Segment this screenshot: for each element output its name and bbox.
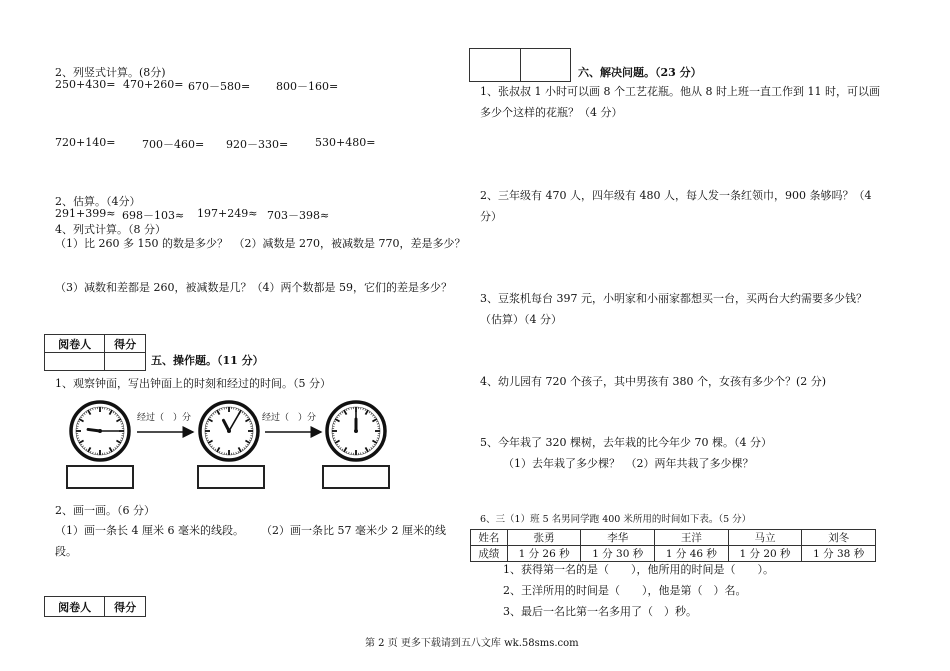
clock-face — [71, 402, 129, 460]
problem-text: 1、张叔叔 1 小时可以画 8 个工艺花瓶。他从 8 时上班一直工作到 11 时，可以画 — [480, 85, 880, 98]
run-times-table — [470, 529, 876, 562]
calc-item: 920－330= — [226, 138, 289, 151]
grader-score-box — [469, 48, 571, 82]
section-vertical-calc-title: 2、列竖式计算。(8分) — [55, 66, 166, 79]
problem-text: 多少个这样的花瓶？（4 分） — [480, 106, 623, 119]
calc-item: 720+140= — [55, 136, 116, 149]
table-cell: 李华 — [581, 530, 655, 546]
answer-box[interactable] — [197, 465, 265, 489]
fill-blank-question: 2、王洋所用的时间是（ ），他是第（ ）名。 — [503, 584, 747, 597]
problem-text: 4、幼儿园有 720 个孩子，其中男孩有 380 个，女孩有多少个？(2 分) — [480, 375, 827, 388]
expression-question: （1）比 260 多 150 的数是多少？ （2）减数是 270，被减数是 770，差是多少？ — [55, 237, 466, 250]
table-cell: 姓名 — [471, 530, 508, 546]
calc-item: 800－160= — [276, 80, 339, 93]
drawing-question: （1）画一条长 4 厘米 6 毫米的线段。 — [55, 524, 244, 537]
page-footer: 第 2 页 更多下载请到五八文库 wk.58sms.com — [365, 638, 579, 649]
answer-box[interactable] — [66, 465, 134, 489]
answer-box[interactable] — [322, 465, 390, 489]
table-cell: 1 分 26 秒 — [507, 546, 581, 562]
estimate-item: 698－103≈ — [122, 209, 185, 222]
drawing-question: （2）画一条比 57 毫米少 2 厘米的线 — [261, 524, 446, 537]
table-cell: 刘冬 — [802, 530, 876, 546]
table-row — [471, 546, 876, 562]
fill-blank-question: 1、获得第一名的是（ ），他所用的时间是（ ）。 — [503, 563, 774, 576]
estimate-item: 703－398≈ — [267, 209, 330, 222]
score-label: 得分 — [105, 597, 146, 617]
section-five-title: 五、操作题。（11 分） — [151, 354, 264, 367]
estimate-item: 197+249≈ — [197, 207, 258, 220]
table-cell: 王洋 — [655, 530, 729, 546]
estimate-item: 291+399≈ — [55, 207, 116, 220]
grader-score-box — [44, 596, 146, 617]
problem-subquestions: （1）去年栽了多少棵？ （2）两年共栽了多少棵？ — [503, 457, 754, 470]
score-cell — [520, 49, 571, 82]
table-cell: 1 分 46 秒 — [655, 546, 729, 562]
table-row — [471, 530, 876, 546]
table-cell: 1 分 30 秒 — [581, 546, 655, 562]
grader-label: 阅卷人 — [45, 597, 105, 617]
table-cell: 张勇 — [507, 530, 581, 546]
elapsed-label: 经过（ ）分 — [262, 413, 317, 423]
problem-text: 5、今年栽了 320 棵树，去年栽的比今年少 70 棵。（4 分） — [480, 436, 772, 449]
drawing-title: 2、画一画。（6 分） — [55, 504, 155, 517]
section-six-title: 六、解决问题。（23 分） — [578, 66, 702, 79]
grader-label: 阅卷人 — [45, 335, 105, 353]
clock-face — [327, 402, 385, 460]
table-cell: 成绩 — [471, 546, 508, 562]
table-cell: 1 分 20 秒 — [728, 546, 802, 562]
problem-text: （估算）（4 分） — [480, 313, 562, 326]
drawing-question-cont: 段。 — [55, 545, 77, 558]
problem-text: 6、三（1）班 5 名男同学跑 400 米所用的时间如下表。（5 分） — [480, 514, 752, 525]
calc-item: 700－460= — [142, 138, 205, 151]
expression-question: （3）减数和差都是 260，被减数是几？（4）两个数都是 59，它们的差是多少？ — [55, 281, 452, 294]
problem-text: 2、三年级有 470 人，四年级有 480 人，每人发一条红领巾，900 条够吗？（4 — [480, 189, 872, 202]
score-cell — [105, 353, 146, 371]
calc-item: 250+430= — [55, 78, 116, 91]
calc-item: 470+260= — [123, 78, 184, 91]
estimate-title: 2、估算。（4分） — [55, 195, 141, 208]
grader-cell — [470, 49, 521, 82]
calc-item: 530+480= — [315, 136, 376, 149]
expression-title: 4、列式计算。（8 分） — [55, 223, 166, 236]
problem-text: 分） — [480, 210, 502, 223]
grader-score-box — [44, 334, 146, 371]
score-label: 得分 — [105, 335, 146, 353]
clock-question: 1、观察钟面，写出钟面上的时刻和经过的时间。（5 分） — [55, 377, 331, 390]
table-cell: 1 分 38 秒 — [802, 546, 876, 562]
calc-item: 670－580= — [188, 80, 251, 93]
table-cell: 马立 — [728, 530, 802, 546]
grader-cell — [45, 353, 105, 371]
clock-face — [200, 402, 258, 460]
problem-text: 3、豆浆机每台 397 元，小明家和小丽家都想买一台，买两台大约需要多少钱？ — [480, 292, 867, 305]
fill-blank-question: 3、最后一名比第一名多用了（ ）秒。 — [503, 605, 697, 618]
elapsed-label: 经过（ ）分 — [137, 413, 192, 423]
